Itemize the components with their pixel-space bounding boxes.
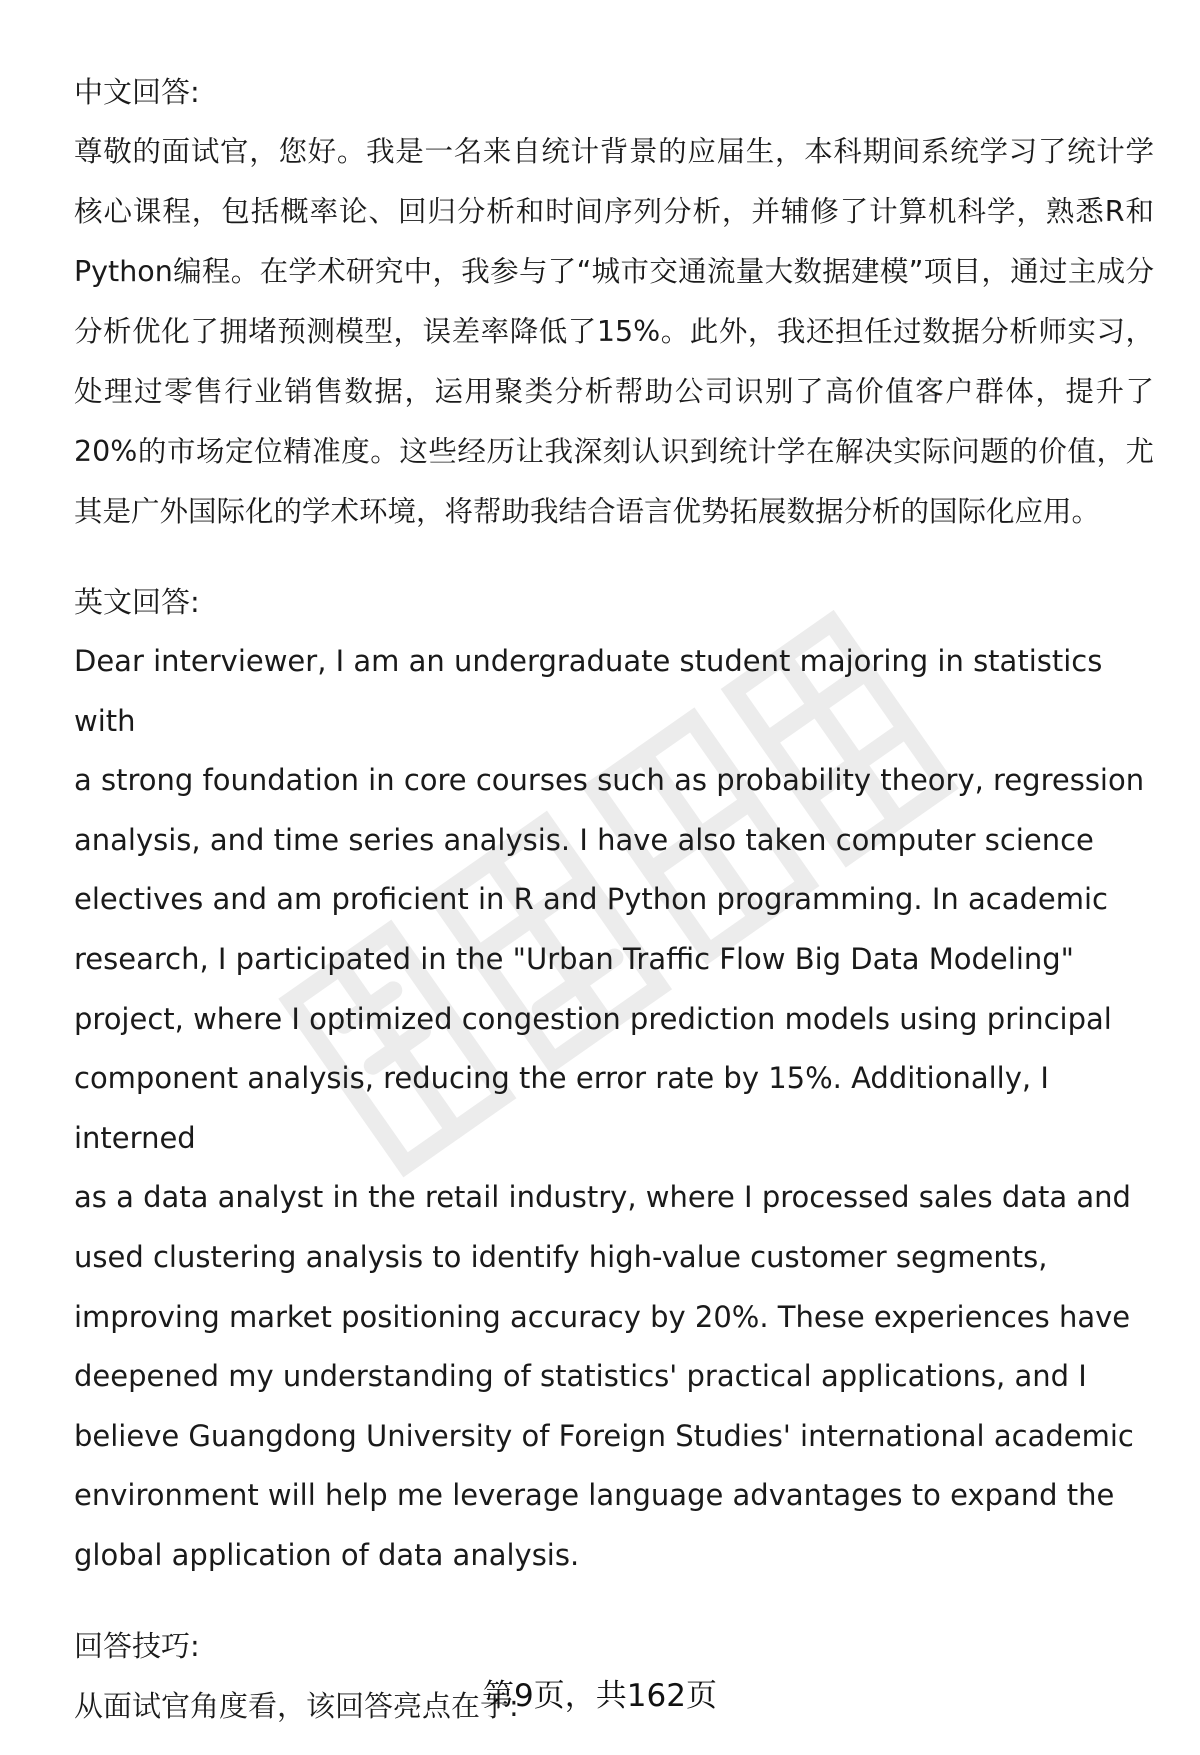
chinese-answer-text: 尊敬的面试官，您好。我是一名来自统计背景的应届生，本科期间系统学习了统计学核心课程，包括概率论、回归分析和时间序列分析，并辅修了计算机科学，熟悉R和Python编程。在学术研究中，我参与了“城市交通流量大数据建模”项目，通过主成分分析优化了拥堵预测模型，误差率降低了15%。此外，我还担任过数据分析师实习，处理过零售行业销售数据，运用聚类分析帮助公司识别了高价值客户群体，提升了20%的市场定位精准度。这些经历让我深刻认识到统计学在解决实际问题的价值，尤其是广外国际化的学术环境，将帮助我结合语言优势拓展数据分析的国际化应用。 — [74, 135, 1154, 528]
english-answer-line: analysis, and time series analysis. I have also taken computer science — [74, 822, 1094, 857]
english-answer-line: component analysis, reducing the error rate by 15%. Additionally, I interned — [74, 1061, 1049, 1155]
english-answer-line: environment will help me leverage language advantages to expand the — [74, 1478, 1115, 1513]
english-answer-line: deepened my understanding of statistics' practical applications, and I — [74, 1359, 1087, 1394]
chinese-answer-heading: 中文回答: — [74, 75, 200, 109]
english-answer-heading: 英文回答: — [74, 585, 200, 619]
english-answer-line: Dear interviewer, I am an undergraduate student majoring in statistics with — [74, 644, 1103, 738]
english-answer-line: project, where I optimized congestion prediction models using principal — [74, 1001, 1112, 1036]
section-gap — [74, 1586, 1154, 1616]
page-number: 第9页，共162页 — [483, 1678, 717, 1714]
english-answer-line: improving market positioning accuracy by 20%. These experiences have — [74, 1299, 1131, 1334]
answer-tips-intro: 从面试官角度看，该回答亮点在于: — [74, 1688, 519, 1723]
english-answer-line: global application of data analysis. — [74, 1537, 580, 1572]
section-gap — [74, 542, 1154, 572]
english-answer-line: a strong foundation in core courses such as probability theory, regression — [74, 763, 1145, 798]
english-answer-line: research, I participated in the "Urban Traffic Flow Big Data Modeling" — [74, 941, 1075, 976]
answer-tips-heading: 回答技巧: — [74, 1628, 200, 1663]
english-answer-text — [74, 632, 1154, 1586]
english-answer-line: believe Guangdong University of Foreign Studies' international academic — [74, 1418, 1134, 1453]
english-answer-line: as a data analyst in the retail industry, where I processed sales data and — [74, 1180, 1131, 1215]
english-answer-line: used clustering analysis to identify high-value customer segments, — [74, 1239, 1048, 1274]
content-column — [74, 62, 1154, 1736]
english-answer-line: electives and am proficient in R and Python programming. In academic — [74, 882, 1108, 917]
